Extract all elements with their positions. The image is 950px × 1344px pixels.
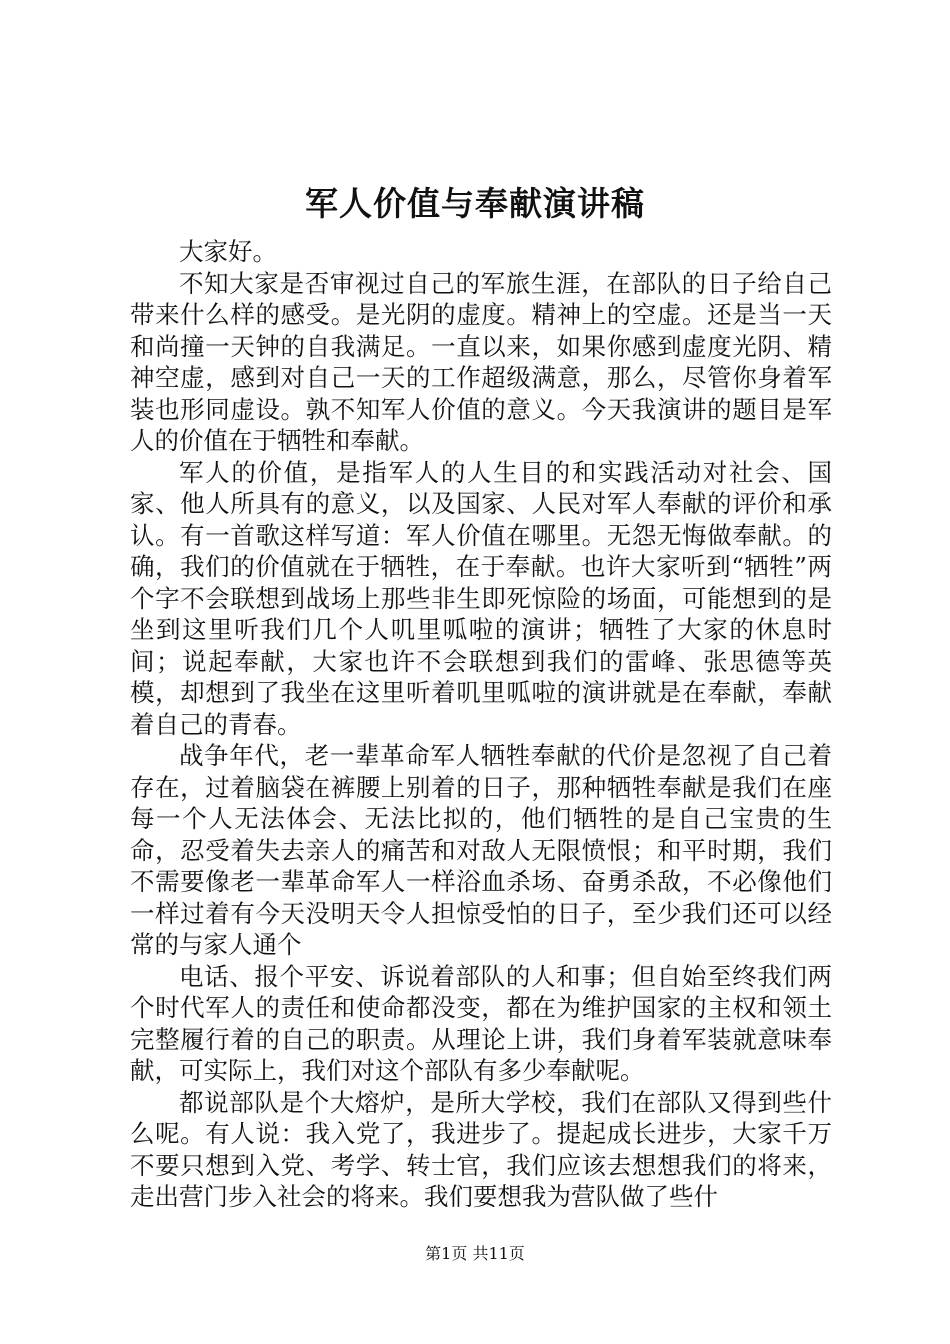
paragraph-value-definition: 军人的价值，是指军人的人生目的和实践活动对社会、国家、他人所具有的意义，以及国家、人民对军人奉献的评价和承认。有一首歌这样写道：军人价值在哪里。无怨无悔做奉献。的确，我们的价值就在于牺牲，在于奉献。也许大家听到“牺牲”两个字不会联想到战场上那些非生即死惊险的场面，可能想到的是坐到这里听我们几个人叽里呱啦的演讲；牺牲了大家的休息时间；说起奉献，大家也许不会联想到我们的雷峰、张思德等英模，却想到了我坐在这里听着叽里呱啦的演讲就是在奉献，奉献着自己的青春。 — [130, 457, 832, 739]
document-body — [130, 236, 832, 1213]
page-number-footer: 第1页 共11页 — [425, 1244, 525, 1263]
paragraph-duty: 电话、报个平安、诉说着部队的人和事；但自始至终我们两个时代军人的责任和使命都没变，都在为维护国家的主权和领土完整履行着的自己的职责。从理论上讲，我们身着军装就意味奉献，可实际上，我们对这个部队有多少奉献呢。 — [130, 961, 832, 1085]
paragraph-furnace: 都说部队是个大熔炉，是所大学校，我们在部队又得到些什么呢。有人说：我入党了，我进步了。提起成长进步，大家千万不要只想到入党、考学、转士官，我们应该去想想我们的将来，走出营门步入社会的将来。我们要想我为营队做了些什 — [130, 1087, 832, 1211]
paragraph-war-era: 战争年代，老一辈革命军人牺牲奉献的代价是忽视了自己着存在，过着脑袋在裤腰上别着的日子，那种牺牲奉献是我们在座每一个人无法体会、无法比拟的，他们牺牲的是自己宝贵的生命，忍受着失去亲人的痛苦和对敌人无限愤恨；和平时期，我们不需要像老一辈革命军人一样浴血杀场、奋勇杀敌，不必像他们一样过着有今天没明天令人担惊受怕的日子，至少我们还可以经常的与家人通个 — [130, 741, 832, 959]
paragraph-intro: 不知大家是否审视过自己的军旅生涯，在部队的日子给自己带来什么样的感受。是光阴的虚度。精神上的空虚。还是当一天和尚撞一天钟的自我满足。一直以来，如果你感到虚度光阴、精神空虚，感到对自己一天的工作超级满意，那么，尽管你身着军装也形同虚设。孰不知军人价值的意义。今天我演讲的题目是军人的价值在于牺牲和奉献。 — [130, 268, 832, 455]
paragraph-greeting: 大家好。 — [179, 237, 277, 266]
document-title: 军人价值与奉献演讲稿 — [305, 184, 645, 223]
